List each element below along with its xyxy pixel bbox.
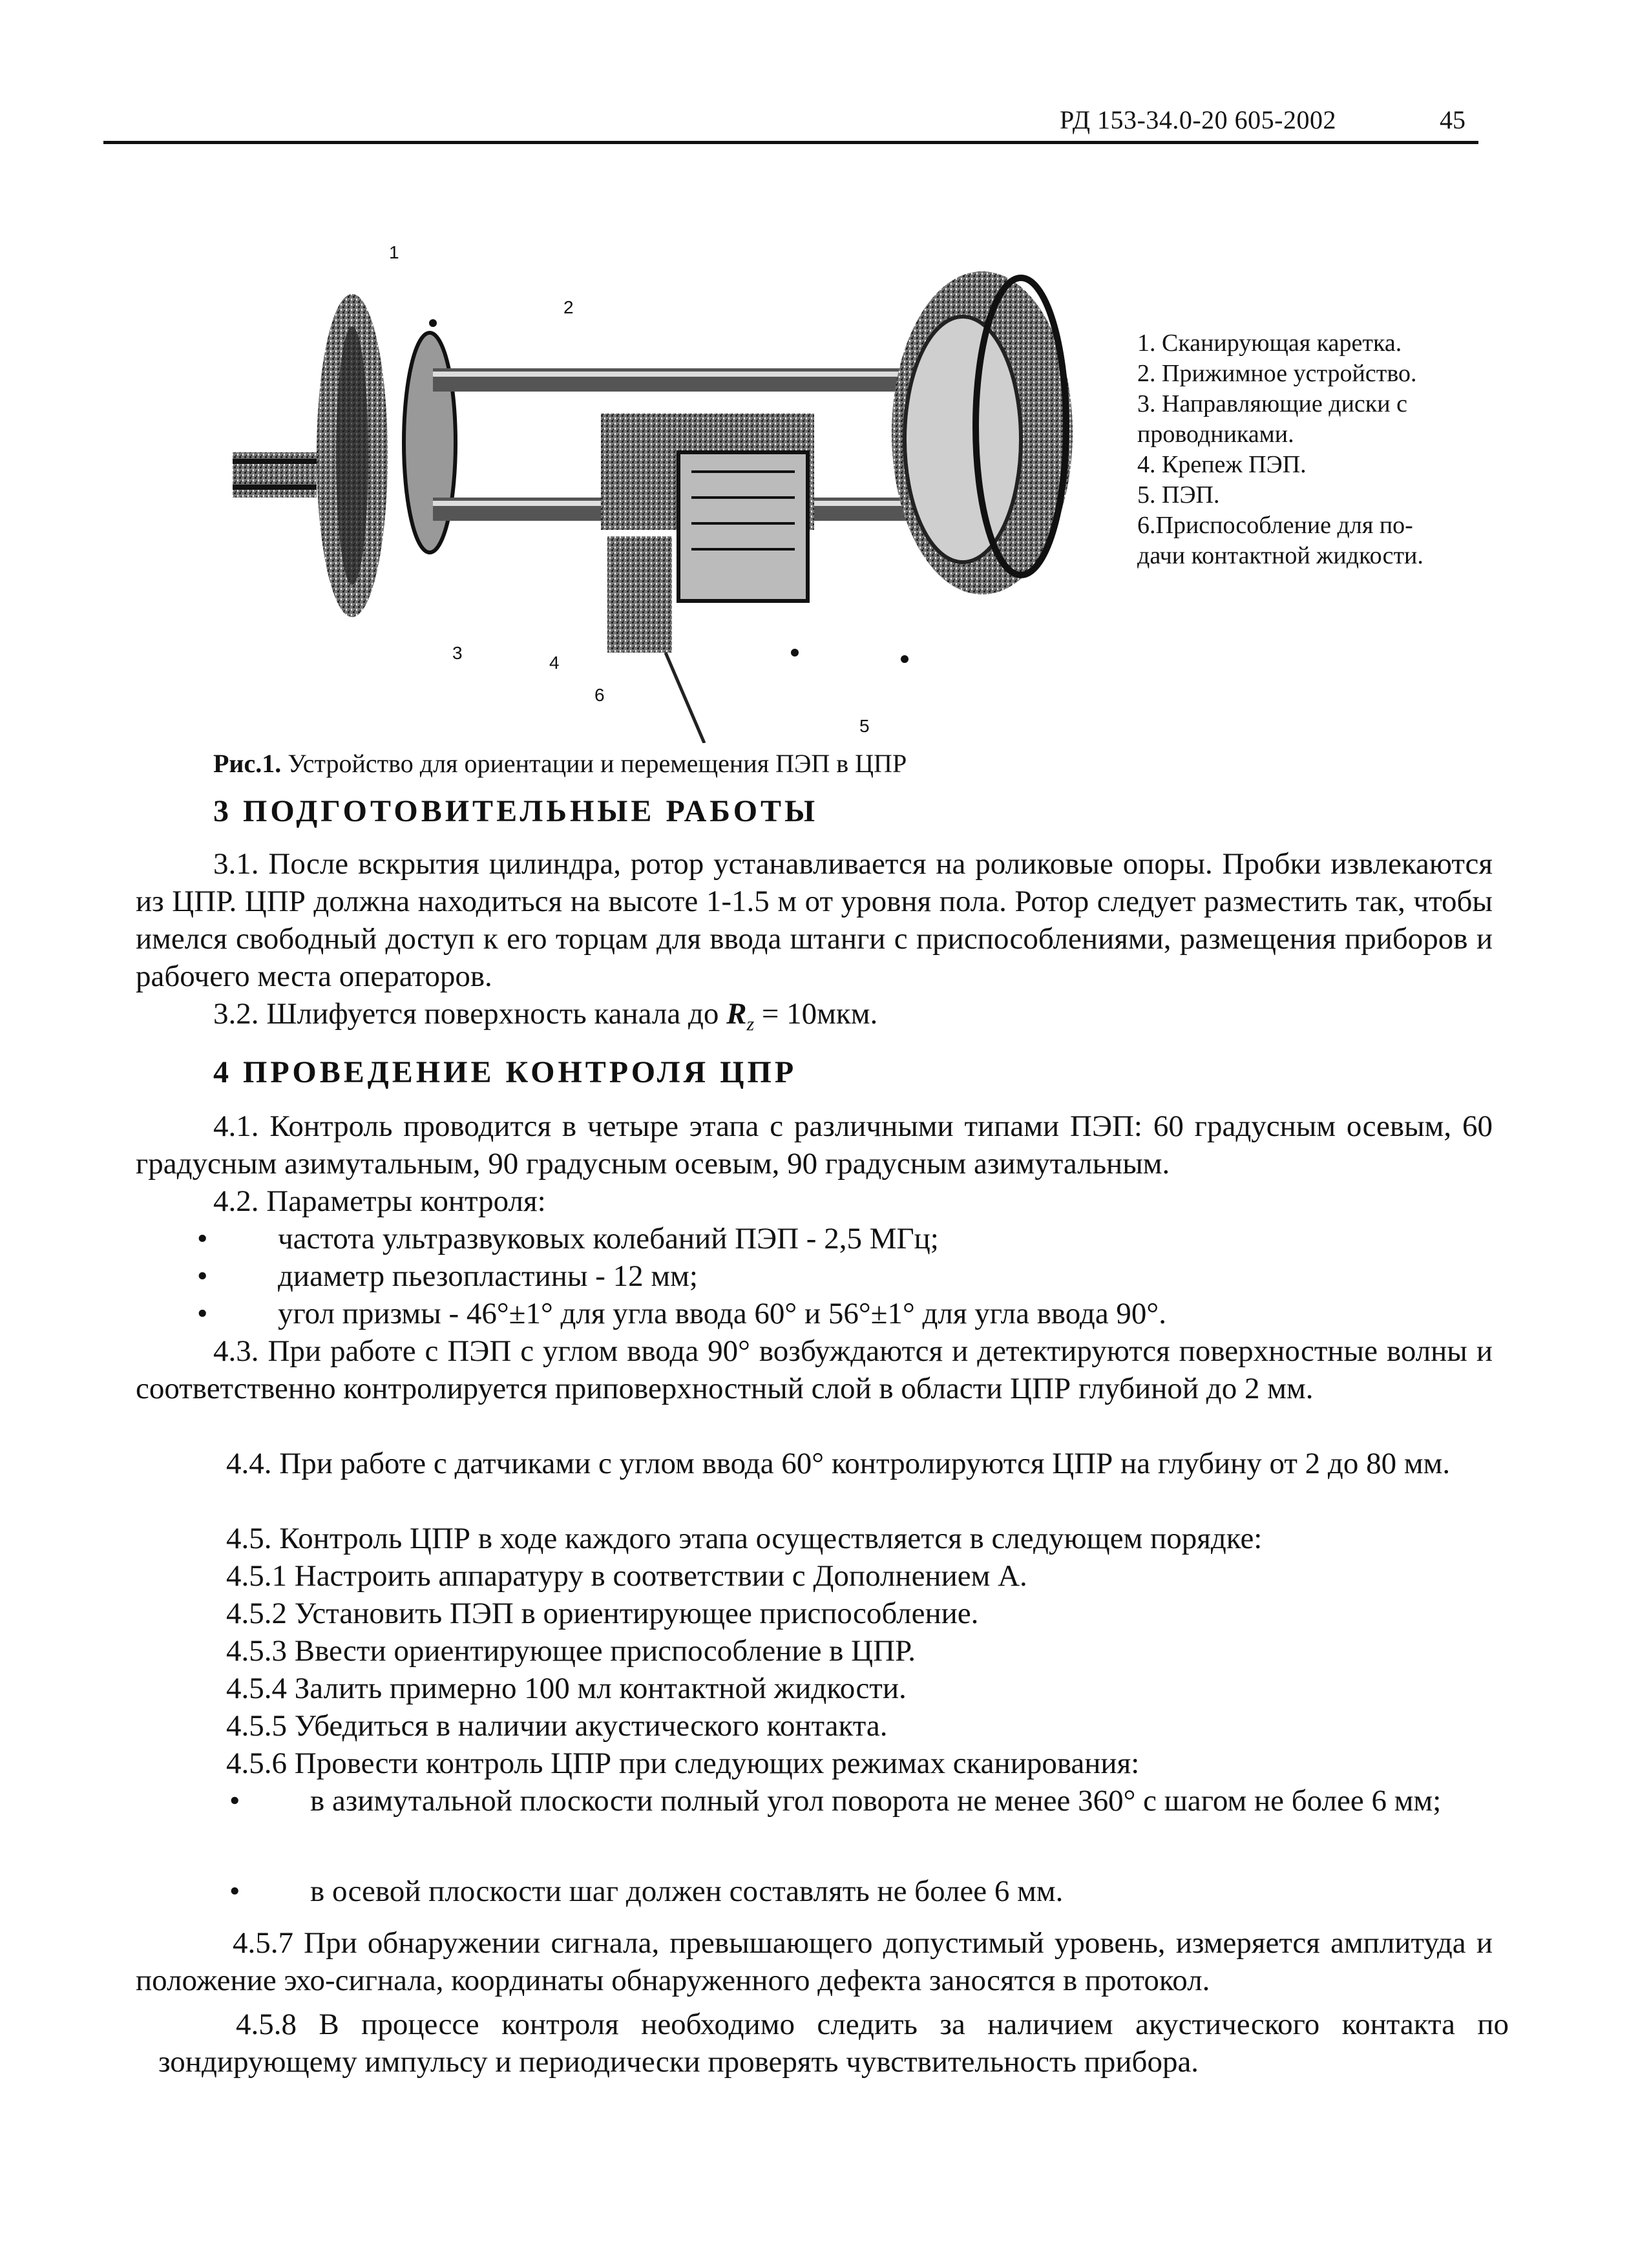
p32-sub: z: [746, 1013, 755, 1035]
p32-var: R: [726, 997, 747, 1031]
legend-item: 3. Направляющие диски с: [1137, 390, 1407, 417]
paragraph-4-3: 4.3. При работе с ПЭП с углом ввода 90° возбуждаются и детектируются поверхностные волны и соответственно контролируется приповерхностный слой в области ЦПР глубиной до 2 мм.: [136, 1334, 1493, 1405]
callout-4: 4: [549, 653, 560, 673]
paragraph-4-4: 4.4. При работе с датчиками с углом ввода 60° контролируются ЦПР на глубину от 2 до 80 мм.: [226, 1447, 1451, 1480]
step-item: 4.5.5 Убедиться в наличии акустического контакта.: [226, 1709, 888, 1743]
paragraph-3-1: 3.1. После вскрытия цилиндра, ротор устанавливается на роликовые опоры. Пробки извлекаются из ЦПР. ЦПР должна находиться на высоте 1-1.5 м от уровня пола. Ротор следует разместить так, чтобы имелся свободный доступ к его торцам для ввода штанги с приспособлениями, размещения приборов и рабочего места операторов.: [136, 847, 1493, 993]
paragraph-3-2: [213, 995, 877, 1043]
param-item: • угол призмы - 46°±1° для угла ввода 60° и 56°±1° для угла ввода 90°.: [278, 1295, 1166, 1332]
caption-label: Рис.1.: [213, 749, 282, 778]
caption-text: Устройство для ориентации и перемещения ПЭП в ЦПР: [288, 749, 907, 778]
step-item: 4.5.2 Установить ПЭП в ориентирующее приспособление.: [226, 1597, 979, 1630]
legend-item: 6.Приспособление для по-: [1137, 512, 1413, 539]
paragraph-4-2: 4.2. Параметры контроля:: [213, 1184, 546, 1218]
device-illustration: [213, 239, 1079, 743]
callout-2: 2: [563, 297, 574, 317]
callout-1: 1: [389, 242, 399, 262]
p32-prefix: 3.2. Шлифуется поверхность канала до: [213, 997, 727, 1031]
step-item: 4.5.4 Залить примерно 100 мл контактной жидкости.: [226, 1672, 907, 1705]
callout-5: 5: [859, 716, 870, 736]
section-4-heading: 4 ПРОВЕДЕНИЕ КОНТРОЛЯ ЦПР: [213, 1055, 797, 1089]
param-item: • частота ультразвуковых колебаний ПЭП - 2,5 МГц;: [278, 1220, 939, 1257]
step-item: 4.5.1 Настроить аппаратуру в соответствии с Дополнением А.: [226, 1559, 1027, 1593]
legend-item: 4. Крепеж ПЭП.: [1137, 451, 1307, 478]
paragraph-4-5: 4.5. Контроль ЦПР в ходе каждого этапа осуществляется в следующем порядке:: [226, 1522, 1263, 1555]
figure-caption: [213, 748, 907, 779]
paragraph-4-5-8: 4.5.8 В процессе контроля необходимо следить за наличием акустического контакта по зондирующему импульсу и периодически проверять чувствительность прибора.: [158, 2008, 1509, 2079]
scan-mode-item: • в азимутальной плоскости полный угол поворота не менее 360° с шагом не более 6 мм;: [310, 1782, 1506, 1820]
device-figure: [213, 239, 1079, 743]
section-3-heading: 3 ПОДГОТОВИТЕЛЬНЫЕ РАБОТЫ: [213, 794, 819, 828]
param-item: • диаметр пьезопластины - 12 мм;: [278, 1257, 698, 1295]
step-item: 4.5.3 Ввести ориентирующее приспособление в ЦПР.: [226, 1634, 916, 1668]
header-rule: [103, 141, 1478, 144]
legend-item: 2. Прижимное устройство.: [1137, 360, 1417, 387]
legend-item: 1. Сканирующая каретка.: [1137, 330, 1402, 357]
step-item: 4.5.6 Провести контроль ЦПР при следующих режимах сканирования:: [226, 1747, 1140, 1780]
paragraph-4-5-7: 4.5.7 При обнаружении сигнала, превышающего допустимый уровень, измеряется амплитуда и положение эхо-сигнала, координаты обнаруженного дефекта заносятся в протокол.: [136, 1926, 1493, 1997]
legend-item: 5. ПЭП.: [1137, 481, 1220, 509]
page-number: 45: [1440, 105, 1465, 134]
callout-3: 3: [452, 643, 463, 663]
legend-item: дачи контактной жидкости.: [1137, 542, 1423, 569]
figure-legend: [1137, 328, 1499, 571]
p32-suffix: = 10мкм.: [754, 997, 878, 1031]
document-code: РД 153-34.0-20 605-2002: [1060, 105, 1336, 134]
scan-mode-item: • в осевой плоскости шаг должен составлять не более 6 мм.: [310, 1873, 1063, 1910]
callout-6: 6: [594, 685, 605, 705]
paragraph-4-1: 4.1. Контроль проводится в четыре этапа с различными типами ПЭП: 60 градусным осевым, 60 градусным азимутальным, 90 градусным осевым, 90 градусным азимутальным.: [136, 1109, 1493, 1181]
legend-item: проводниками.: [1137, 421, 1294, 448]
